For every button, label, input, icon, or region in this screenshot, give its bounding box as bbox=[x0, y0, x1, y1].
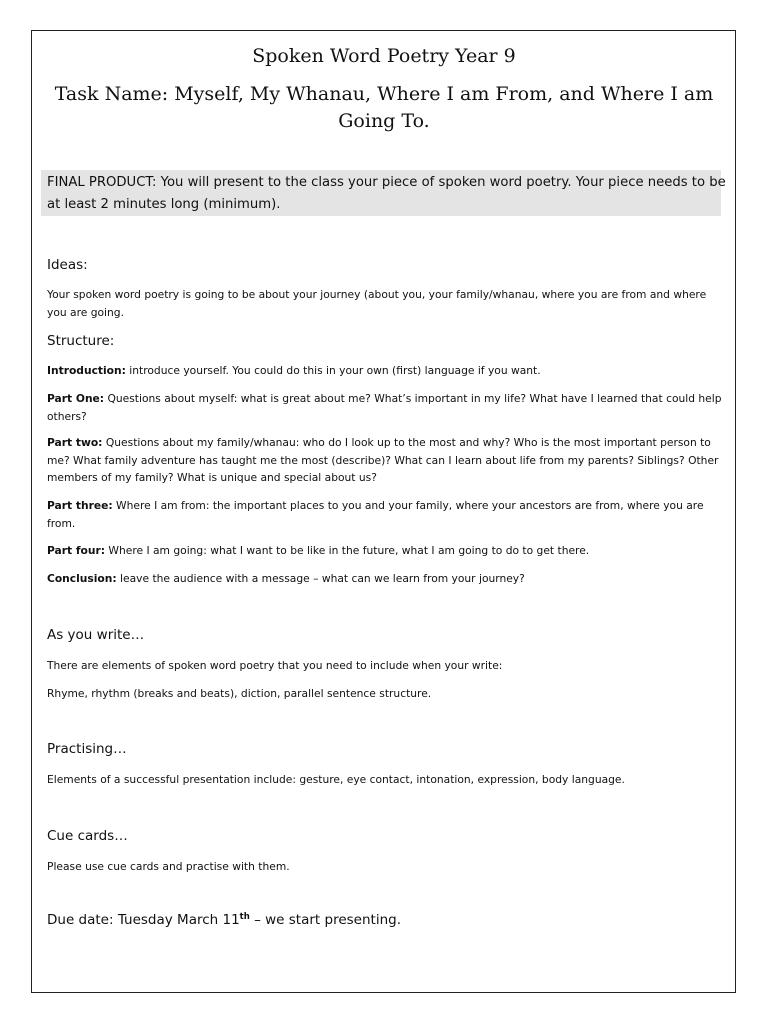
structure-heading: Structure: bbox=[47, 333, 115, 349]
structure-item-text: introduce yourself. You could do this in your own (first) language if you want. bbox=[125, 364, 541, 377]
structure-item-label: Part One: bbox=[47, 392, 105, 405]
as-you-write-elements: Rhyme, rhythm (breaks and beats), diction, parallel sentence structure. bbox=[47, 687, 432, 700]
task-name: Task Name: Myself, My Whanau, Where I am From, and Where I am Going To. bbox=[54, 83, 714, 132]
structure-item-text: Where I am going: what I want to be like in the future, what I am going to do to get there. bbox=[105, 544, 590, 557]
structure-item-label: Part three: bbox=[47, 499, 113, 512]
ideas-text: Your spoken word poetry is going to be about your journey (about you, your family/whanau, where you are from and where you are going. bbox=[47, 288, 707, 319]
structure-item-label: Conclusion: bbox=[47, 572, 117, 585]
structure-item-label: Introduction: bbox=[47, 364, 126, 377]
structure-item-text: Questions about myself: what is great about me? What’s important in my life? What have I learned that could help others? bbox=[47, 392, 722, 423]
due-date bbox=[47, 912, 401, 928]
final-product-text: FINAL PRODUCT: You will present to the class your piece of spoken word poetry. Your piece needs to be at least 2 minutes long (minimum). bbox=[47, 175, 726, 212]
due-date-prefix: Due date: Tuesday March 11 bbox=[47, 912, 240, 928]
cue-cards-heading: Cue cards… bbox=[47, 828, 128, 844]
structure-item-part-two bbox=[47, 434, 722, 487]
structure-item-part-four bbox=[47, 542, 722, 560]
structure-item-introduction bbox=[47, 362, 722, 380]
practising-heading: Practising… bbox=[47, 741, 127, 757]
cue-cards-text: Please use cue cards and practise with them. bbox=[47, 860, 290, 873]
structure-item-conclusion bbox=[47, 570, 722, 588]
structure-item-text: Where I am from: the important places to you and your family, where your ancestors are from, where you are from. bbox=[47, 499, 704, 530]
structure-item-part-three bbox=[47, 497, 722, 532]
as-you-write-text: There are elements of spoken word poetry that you need to include when your write: bbox=[47, 659, 503, 672]
document-title: Spoken Word Poetry Year 9 bbox=[252, 45, 516, 67]
structure-item-part-one bbox=[47, 390, 722, 425]
ideas-heading: Ideas: bbox=[47, 257, 88, 273]
structure-item-text: Questions about my family/whanau: who do I look up to the most and why? Who is the most important person to me? What family adventure has taught me the most (describe)? What can I learn about life from my parents? Siblings? Other members of my family? What is unique and special about us? bbox=[47, 436, 719, 484]
structure-item-label: Part four: bbox=[47, 544, 106, 557]
structure-item-text: leave the audience with a message – what can we learn from your journey? bbox=[116, 572, 525, 585]
due-date-suffix: – we start presenting. bbox=[249, 912, 401, 928]
as-you-write-heading: As you write… bbox=[47, 627, 145, 643]
practising-text: Elements of a successful presentation include: gesture, eye contact, intonation, expression, body language. bbox=[47, 773, 625, 786]
structure-item-label: Part two: bbox=[47, 436, 103, 449]
due-date-ordinal: th bbox=[239, 912, 250, 922]
